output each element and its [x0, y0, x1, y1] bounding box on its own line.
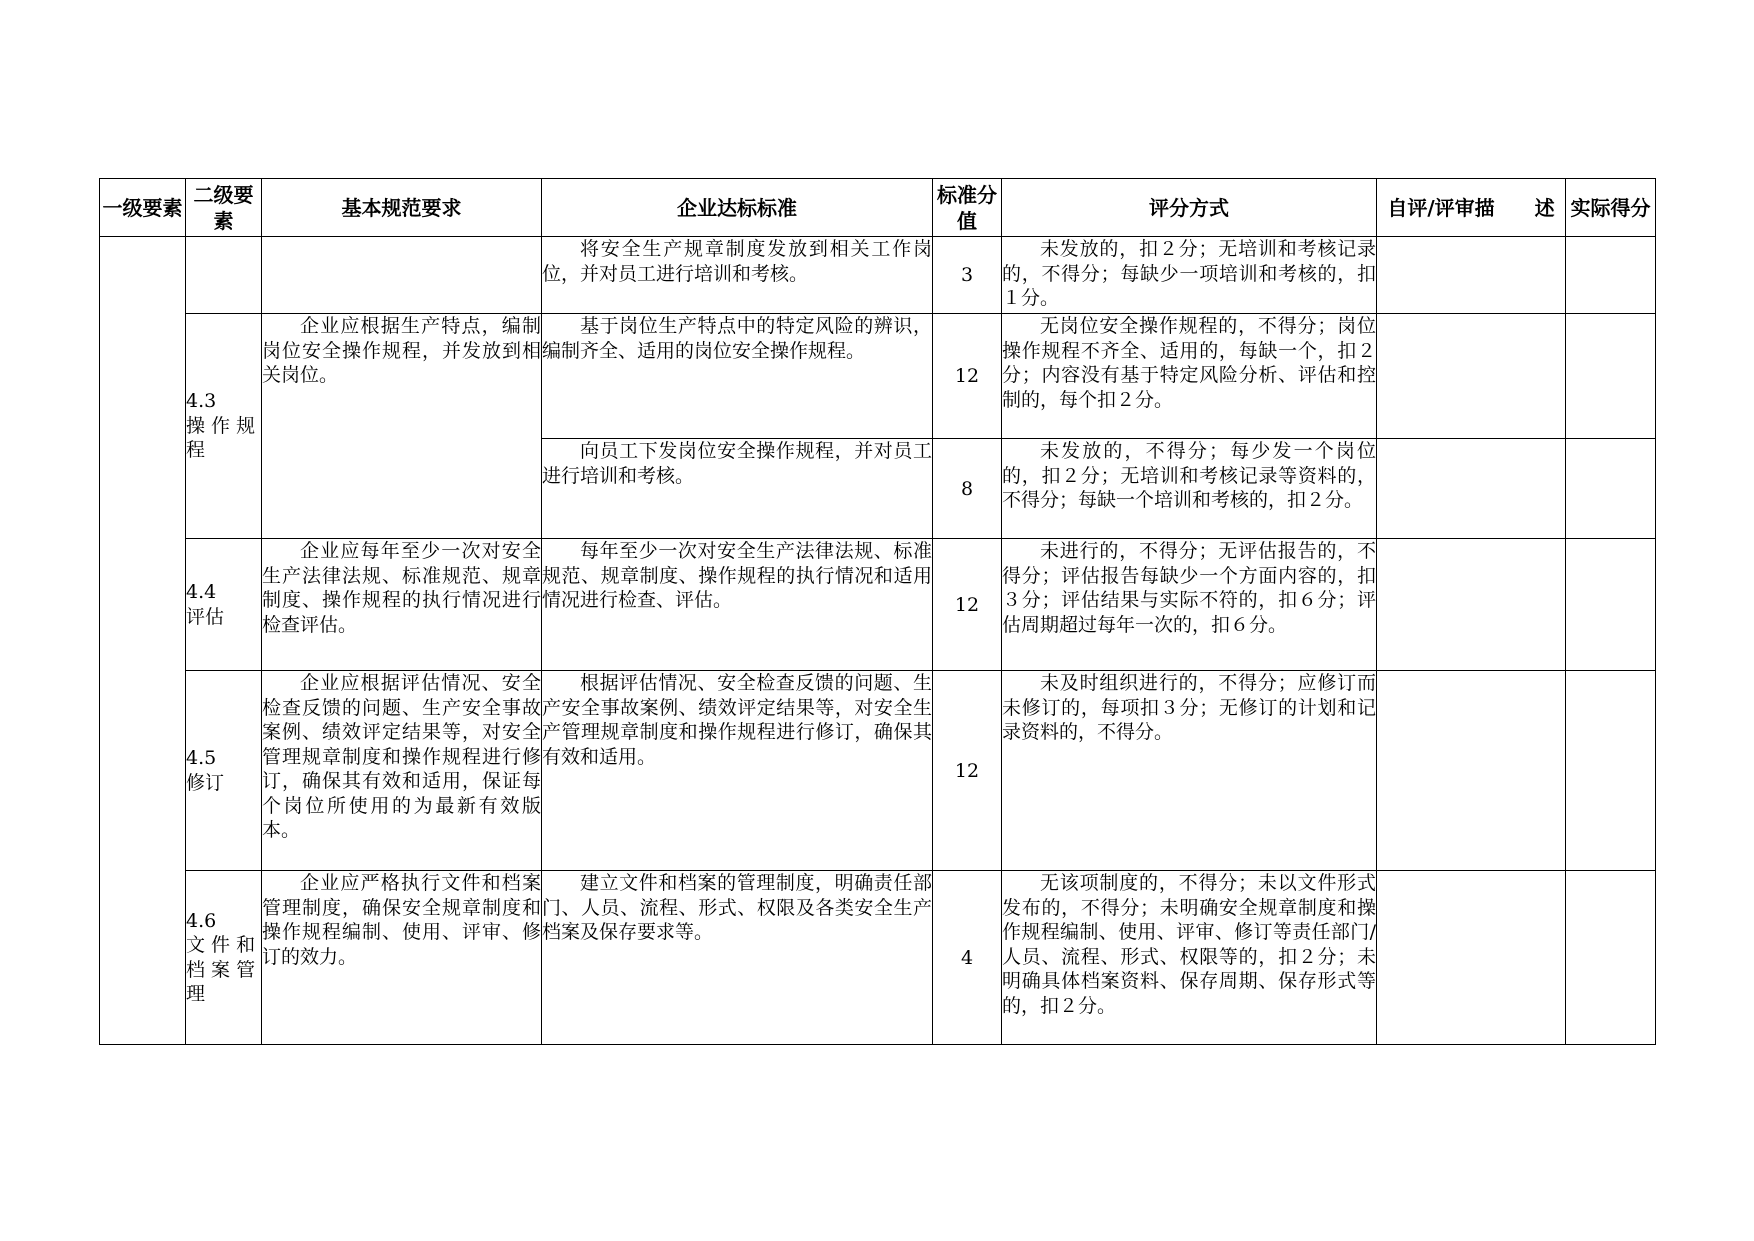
level2-cell	[186, 314, 262, 539]
basic-requirement-cell: 企业应根据评估情况、安全检查反馈的问题、生产安全事故案例、绩效评定结果等，对安全管理规章制度和操作规程进行修订，确保其有效和适用，保证每个岗位所使用的为最新有效版本。	[262, 671, 542, 871]
method-cell: 未进行的，不得分；无评估报告的，不得分；评估报告每缺少一个方面内容的，扣３分；评估结果与实际不符的，扣６分；评估周期超过每年一次的，扣６分。	[1002, 539, 1377, 671]
review-cell[interactable]	[1377, 237, 1566, 314]
level2-cell	[186, 237, 262, 314]
method-cell: 未发放的，不得分；每少发一个岗位的，扣２分；无培训和考核记录等资料的，不得分；每缺一个培训和考核的，扣２分。	[1002, 439, 1377, 539]
review-cell[interactable]	[1377, 871, 1566, 1045]
score-cell: 12	[933, 671, 1002, 871]
table-row	[100, 314, 1656, 439]
level2-code: 4.4	[186, 581, 217, 603]
method-cell: 未发放的，扣２分；无培训和考核记录的，不得分；每缺少一项培训和考核的，扣１分。	[1002, 237, 1377, 314]
header-basic-requirement: 基本规范要求	[262, 179, 542, 237]
standard-cell: 向员工下发岗位安全操作规程，并对员工进行培训和考核。	[542, 439, 933, 539]
basic-requirement-cell	[262, 237, 542, 314]
standard-cell: 根据评估情况、安全检查反馈的问题、生产安全事故案例、绩效评定结果等，对安全生产管理规章制度和操作规程进行修订，确保其有效和适用。	[542, 671, 933, 871]
level2-name: 评估	[186, 605, 225, 628]
review-cell[interactable]	[1377, 539, 1566, 671]
header-scoring-method: 评分方式	[1002, 179, 1377, 237]
actual-score-cell[interactable]	[1566, 237, 1656, 314]
score-cell: 8	[933, 439, 1002, 539]
method-cell: 无岗位安全操作规程的，不得分；岗位操作规程不齐全、适用的，每缺一个，扣２分；内容没有基于特定风险分析、评估和控制的，每个扣２分。	[1002, 314, 1377, 439]
table-row	[100, 237, 1656, 314]
score-cell: 3	[933, 237, 1002, 314]
standard-cell: 每年至少一次对安全生产法律法规、标准规范、规章制度、操作规程的执行情况和适用情况进行检查、评估。	[542, 539, 933, 671]
standard-cell: 基于岗位生产特点中的特定风险的辨识，编制齐全、适用的岗位安全操作规程。	[542, 314, 933, 439]
actual-score-cell[interactable]	[1566, 439, 1656, 539]
level2-name: 修订	[186, 771, 225, 794]
basic-requirement-cell: 企业应根据生产特点，编制岗位安全操作规程，并发放到相关岗位。	[262, 314, 542, 539]
method-cell: 未及时组织进行的，不得分；应修订而未修订的，每项扣３分；无修订的计划和记录资料的，不得分。	[1002, 671, 1377, 871]
review-cell[interactable]	[1377, 314, 1566, 439]
score-cell: 12	[933, 539, 1002, 671]
method-cell: 无该项制度的，不得分；未以文件形式发布的，不得分；未明确安全规章制度和操作规程编制、使用、评审、修订等责任部门/人员、流程、形式、权限等的，扣２分；未明确具体档案资料、保存周期、保存形式等的，扣２分。	[1002, 871, 1377, 1045]
level2-code: 4.5	[186, 747, 217, 769]
level2-cell	[186, 539, 262, 671]
level2-code: 4.6	[186, 909, 217, 932]
level2-cell	[186, 871, 262, 1045]
level2-cell	[186, 671, 262, 871]
header-level2: 二级要素	[186, 179, 262, 237]
actual-score-cell[interactable]	[1566, 871, 1656, 1045]
evaluation-standard-table	[99, 178, 1656, 1045]
header-row	[100, 179, 1656, 237]
header-level1: 一级要素	[100, 179, 186, 237]
table-row	[100, 539, 1656, 671]
basic-requirement-cell: 企业应严格执行文件和档案管理制度，确保安全规章制度和操作规程编制、使用、评审、修订的效力。	[262, 871, 542, 1045]
header-enterprise-standard: 企业达标标准	[542, 179, 933, 237]
header-standard-score: 标准分值	[933, 179, 1002, 237]
level2-name: 操 作 规程	[186, 414, 256, 462]
level2-code: 4.3	[186, 390, 217, 413]
standard-cell: 将安全生产规章制度发放到相关工作岗位，并对员工进行培训和考核。	[542, 237, 933, 314]
score-cell: 12	[933, 314, 1002, 439]
level1-cell	[100, 237, 186, 1045]
actual-score-cell[interactable]	[1566, 671, 1656, 871]
score-cell: 4	[933, 871, 1002, 1045]
actual-score-cell[interactable]	[1566, 314, 1656, 439]
header-actual-score: 实际得分	[1566, 179, 1656, 237]
standard-cell: 建立文件和档案的管理制度，明确责任部门、人员、流程、形式、权限及各类安全生产档案及保存要求等。	[542, 871, 933, 1045]
header-review-description: 自评/评审描 述	[1377, 179, 1566, 237]
level2-name: 文 件 和 档 案 管 理	[186, 934, 256, 1005]
actual-score-cell[interactable]	[1566, 539, 1656, 671]
table-row	[100, 871, 1656, 1045]
review-cell[interactable]	[1377, 671, 1566, 871]
review-cell[interactable]	[1377, 439, 1566, 539]
table-row	[100, 671, 1656, 871]
basic-requirement-cell: 企业应每年至少一次对安全生产法律法规、标准规范、规章制度、操作规程的执行情况进行检查评估。	[262, 539, 542, 671]
